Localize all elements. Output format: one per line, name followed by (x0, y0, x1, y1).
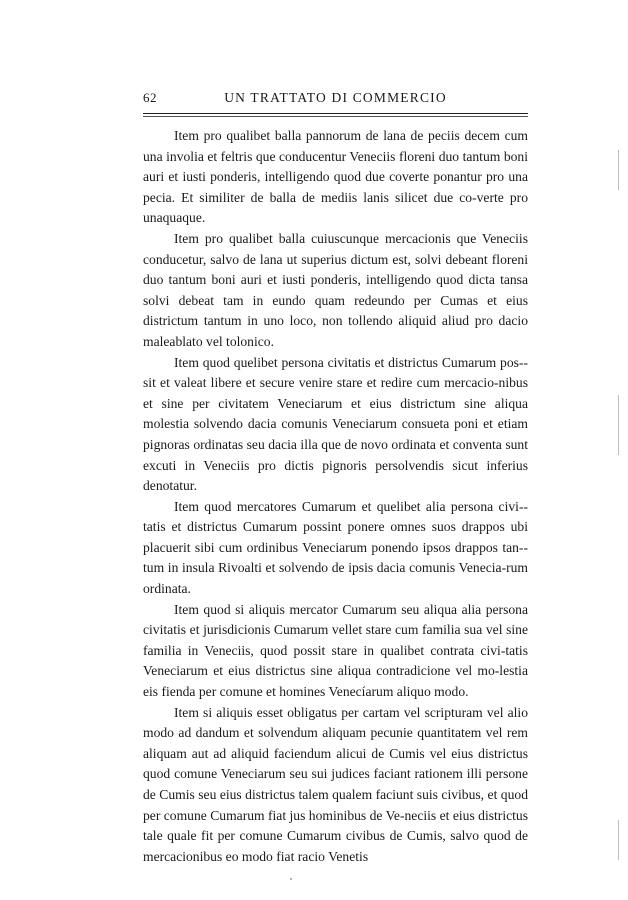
paper-speck (290, 878, 292, 880)
header-rule (143, 113, 528, 117)
page-header (143, 90, 528, 110)
paragraph: Item pro qualibet balla cuiuscunque mercacionis que Veneciis conducetur, salvo de lana ut superius dictum est, solvi debeant floreni duo tantum boni auri et iusti ponderis, intelligendo quod dicta tansa solvi debeat tam in eundo quam redeundo per Cumas et eius districtum tantum in uno loco, non tollendo aliquid aliud pro dacio maleablato vel tolonico. (143, 230, 528, 349)
paragraph: Item quod mercatores Cumarum et quelibet alia persona civi-tatis et districtus Cumarum possint ponere omnes suos drappos ubi placuerit sibi cum ordinibus Veneciarum ponendo ipsos drappos tan-tum in insula Rivoalti et solvendo de ipsis dacia comunis Venecia-rum ordinata. (143, 498, 528, 597)
paragraph: Item quod quelibet persona civitatis et districtus Cumarum pos-sit et valeat libere et secure venire stare et redire cum mercacio-nibus et sine per civitatem Veneciarum et eius districtum sine aliqua molestia solvendo dacia comunis Veneciarum consueta poni et etiam pignoras ordinatas seu dacia illa que de novo ordinata et conventa sunt excuti in Veneciis pro dictis pignoris persolvendis sicut inferius denotatur. (143, 354, 528, 494)
page-edge-mark (618, 820, 619, 860)
body-text (143, 126, 528, 867)
paragraph: Item pro qualibet balla pannorum de lana de peciis decem cum una involia et feltris que conducentur Veneciis floreni duo tantum boni auri et iusti ponderis, intelligendo quod due coverte ponantur pro una pecia. Et similiter de balla de mediis lanis silicet due co-verte pro unaquaque. (143, 128, 528, 226)
page-edge-mark (618, 395, 619, 455)
running-title: UN TRATTATO DI COMMERCIO (224, 90, 447, 105)
page-number: 62 (143, 90, 157, 105)
page-edge-mark (618, 150, 619, 190)
paragraph: Item quod si aliquis mercator Cumarum seu aliqua alia persona civitatis et jurisdicionis Cumarum vellet stare cum familia sua vel sine familia in Veneciis, quod possit stare in qualibet contrata civi-tatis Veneciarum et eius districtus sine aliqua contradicione vel mo-lestia eis fienda per comune et homines Venecíarum aliquo modo. (143, 601, 528, 700)
paragraph: Item si aliquis esset obligatus per cartam vel scripturam vel alio modo ad dandum et solvendum aliquam pecunie quantitatem vel rem aliquam aut ad aliquid faciendum alicui de Cumis vel eius districtus quod comune Veneciarum seu sui judices faciant rationem illi persone de Cumis seu eius districtus talem qualem faciunt suis civibus, et quod per comune Cumarum fiat jus hominibus de Ve-neciis et eius districtus tale quale fit per comune Cumarum civibus de Cumis, salvo quod de mercacionibus eo modo fiat racio Venetis (143, 704, 528, 864)
